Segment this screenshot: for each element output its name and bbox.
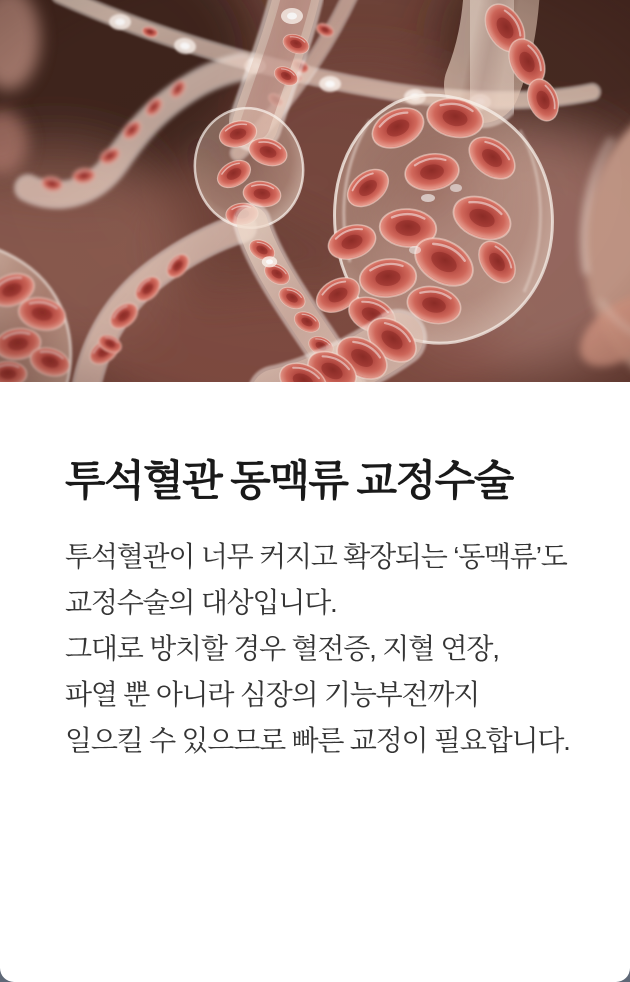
page-title: 투석혈관 동맥류 교정수술	[65, 459, 513, 505]
description-line: 파열 뿐 아니라 심장의 기능부전까지	[65, 679, 480, 710]
description-line: 그대로 방치할 경우 혈전증, 지혈 연장,	[65, 633, 499, 664]
text-section	[0, 456, 630, 764]
description-line: 일으킬 수 있으므로 빠른 교정이 필요합니다.	[65, 725, 570, 756]
description	[65, 534, 570, 764]
hero-image	[0, 0, 630, 382]
description-line: 투석혈관이 너무 커지고 확장되는 ‘동맥류’도	[65, 541, 567, 572]
description-line: 교정수술의 대상입니다.	[65, 587, 337, 618]
